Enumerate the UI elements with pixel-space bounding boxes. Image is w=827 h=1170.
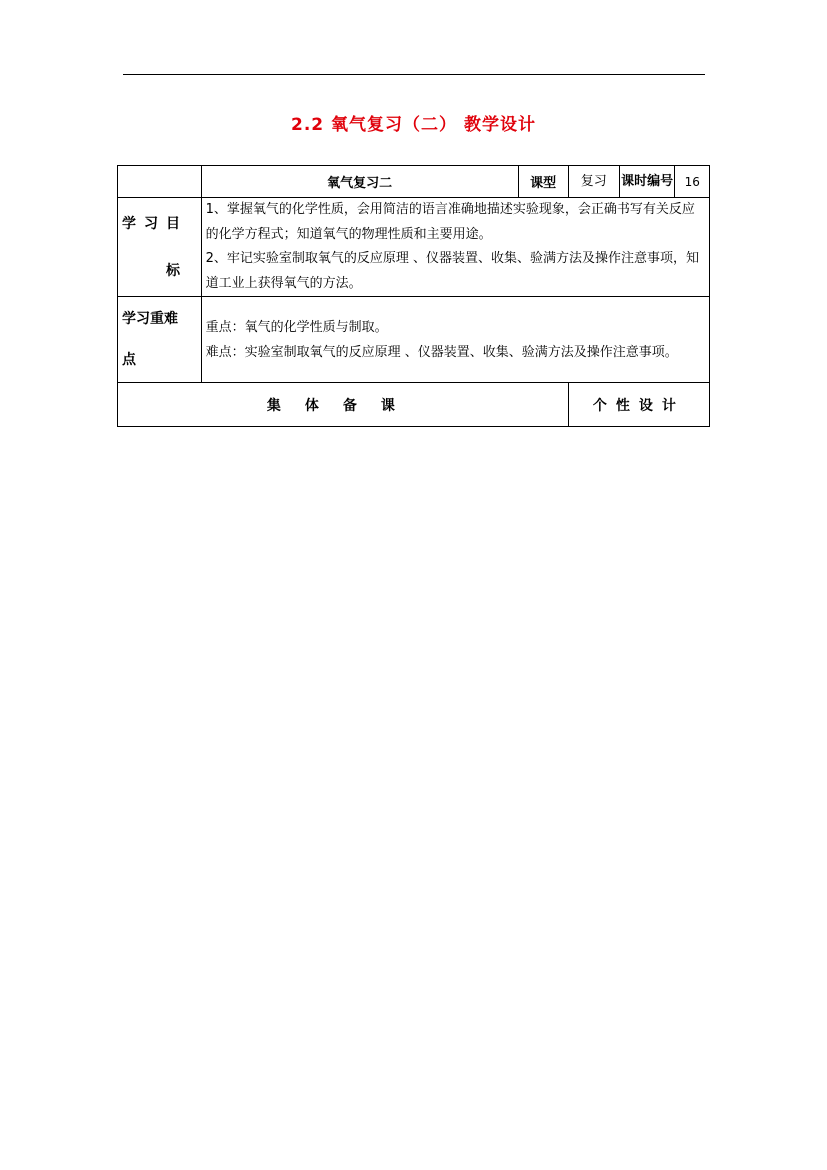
topic-cell: 氧气复习二 <box>201 166 518 198</box>
collective-prep-label: 集体备课 <box>266 397 419 414</box>
goals-row <box>118 198 710 297</box>
collective-prep-cell <box>118 383 569 427</box>
personal-design-label: 个性设计 <box>592 397 685 414</box>
header-rule <box>123 74 705 75</box>
key-points-label-cell <box>118 297 202 383</box>
key-points-row <box>118 297 710 383</box>
course-type-group <box>568 166 675 198</box>
empty-corner-cell <box>118 166 202 198</box>
difficult-point-text: 难点：实验室制取氧气的反应原理 、仪器装置、收集、验满方法及操作注意事项。 <box>205 345 678 360</box>
document-title: 2.2 氧气复习（二） 教学设计 <box>291 115 536 135</box>
lesson-plan-table <box>117 165 710 427</box>
course-type-label: 课型 <box>518 166 568 198</box>
goals-label: 学习目标 <box>122 216 188 279</box>
preparation-row <box>118 383 710 427</box>
goals-label-cell <box>118 198 202 297</box>
lesson-number-label: 课时编号 <box>621 174 674 189</box>
goals-content <box>201 198 709 297</box>
personal-design-cell <box>568 383 709 427</box>
key-points-content <box>201 297 709 383</box>
key-points-label: 学习重难点 <box>122 311 178 368</box>
goal-line-2: 2、牢记实验室制取氧气的反应原理 、仪器装置、收集、验满方法及操作注意事项，知道工业上获得氧气的方法。 <box>205 251 700 291</box>
lesson-number-value: 16 <box>675 166 710 198</box>
header-row <box>118 166 710 198</box>
course-type-value: 复习 <box>569 166 620 197</box>
key-point-text: 重点：氧气的化学性质与制取。 <box>205 320 388 335</box>
goal-line-1: 1、掌握氧气的化学性质，会用简洁的语言准确地描述实验现象，会正确书写有关反应的化学方程式；知道氧气的物理性质和主要用途。 <box>205 202 695 242</box>
